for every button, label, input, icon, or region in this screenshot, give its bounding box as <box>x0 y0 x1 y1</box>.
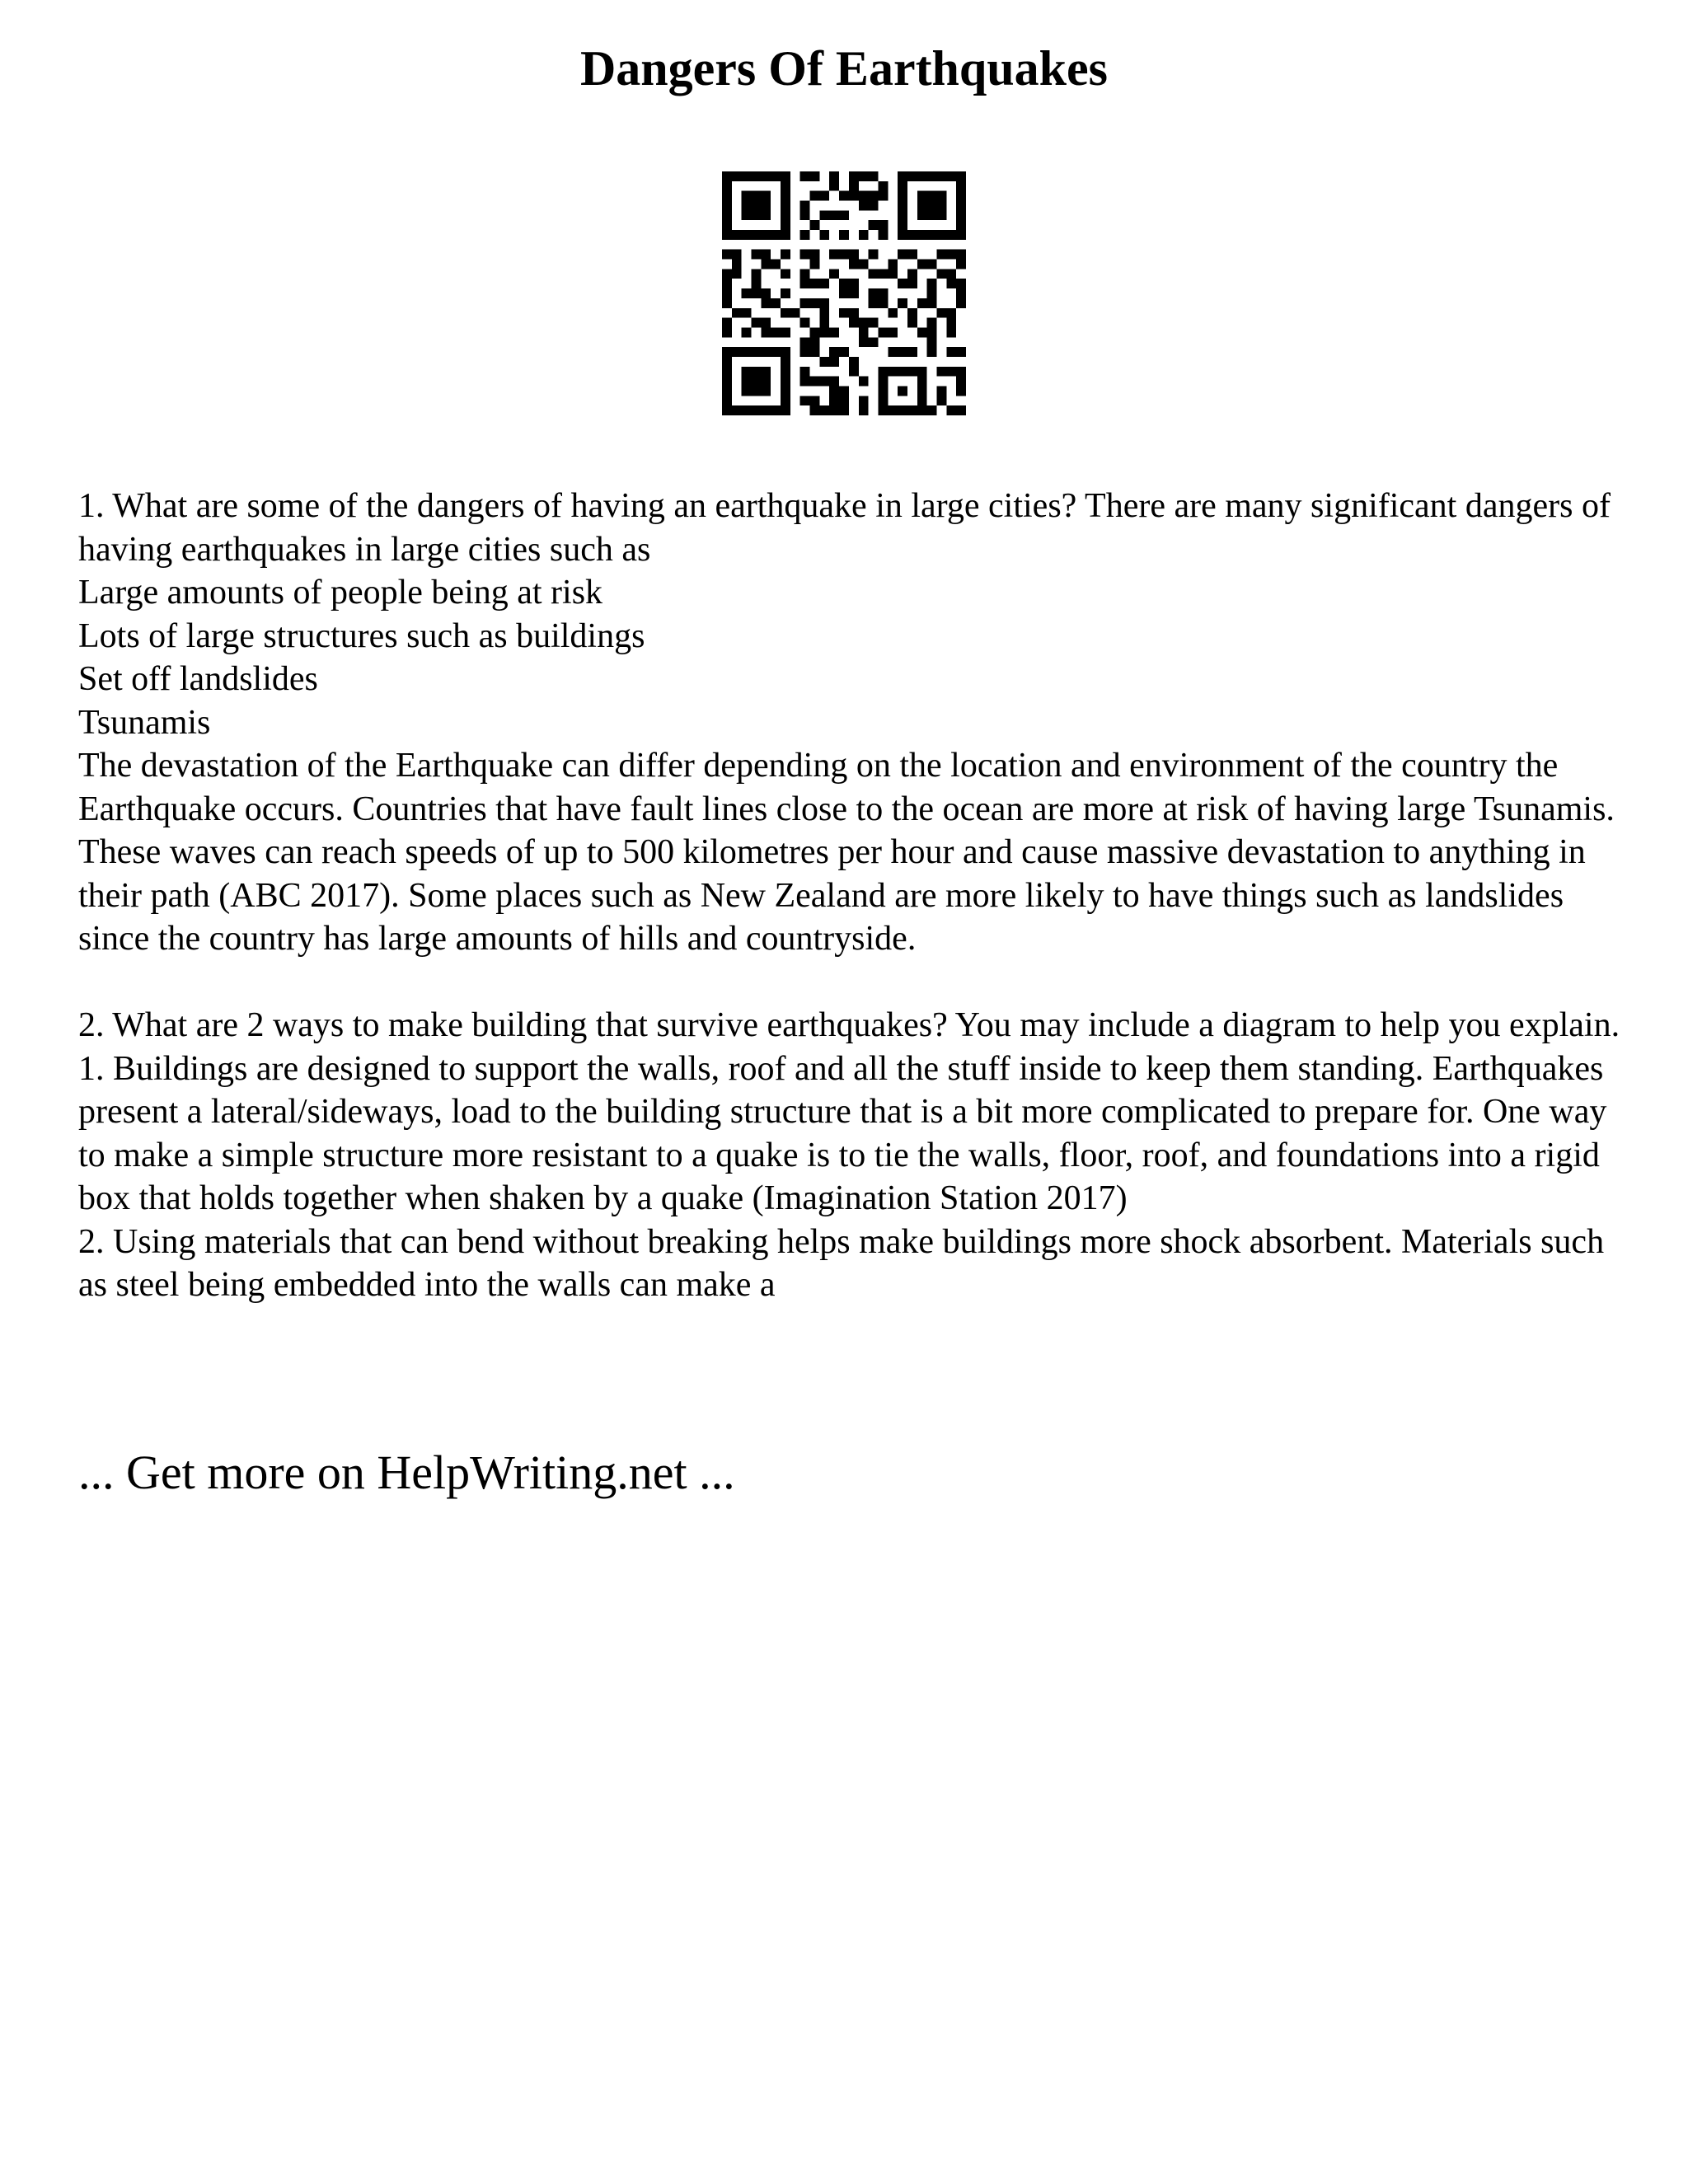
page-title: Dangers Of Earthquakes <box>579 41 1109 96</box>
qr-code-icon[interactable] <box>722 171 966 415</box>
question-2-paragraph: 2. What are 2 ways to make building that survive earthquakes? You may include a diagram to help you explain. 1. Buildings are designed to support the walls, roof and all the stuff inside to keep them standing. Earthquakes present a lateral/sideways, load to the building structure that is a bit more complicated to prepare for. One way to make a simple structure more resistant to a quake is to tie the walls, floor, roof, and foundations into a rigid box that holds together when shaken by a quake (Imagination Station 2017) <box>78 1006 1620 1217</box>
materials-paragraph: 2. Using materials that can bend without breaking helps make buildings more shock absorbent. Materials such as steel being embedded into the walls can make a <box>78 1222 1605 1304</box>
list-item: Set off landslides <box>78 660 318 698</box>
question-1-paragraph: 1. What are some of the dangers of having an earthquake in large cities? There are many significant dangers of having earthquakes in large cities such as <box>78 487 1611 569</box>
article-body <box>78 485 1628 1307</box>
list-item: Tsunamis <box>78 703 211 742</box>
get-more-link[interactable]: ... Get more on HelpWriting.net ... <box>78 1446 735 1499</box>
paragraph-spacer <box>78 961 1628 1005</box>
devastation-paragraph: The devastation of the Earthquake can differ depending on the location and environment of the country the Earthquake occurs. Countries that have fault lines close to the ocean are more at risk of having large Tsunamis. These waves can reach speeds of up to 500 kilometres per hour and cause massive devastation to anything in their path (ABC 2017). Some places such as New Zealand are more likely to have things such as landslides since the country has large amounts of hills and countryside. <box>78 747 1615 958</box>
list-item: Lots of large structures such as buildings <box>78 616 645 655</box>
list-item: Large amounts of people being at risk <box>78 574 603 612</box>
